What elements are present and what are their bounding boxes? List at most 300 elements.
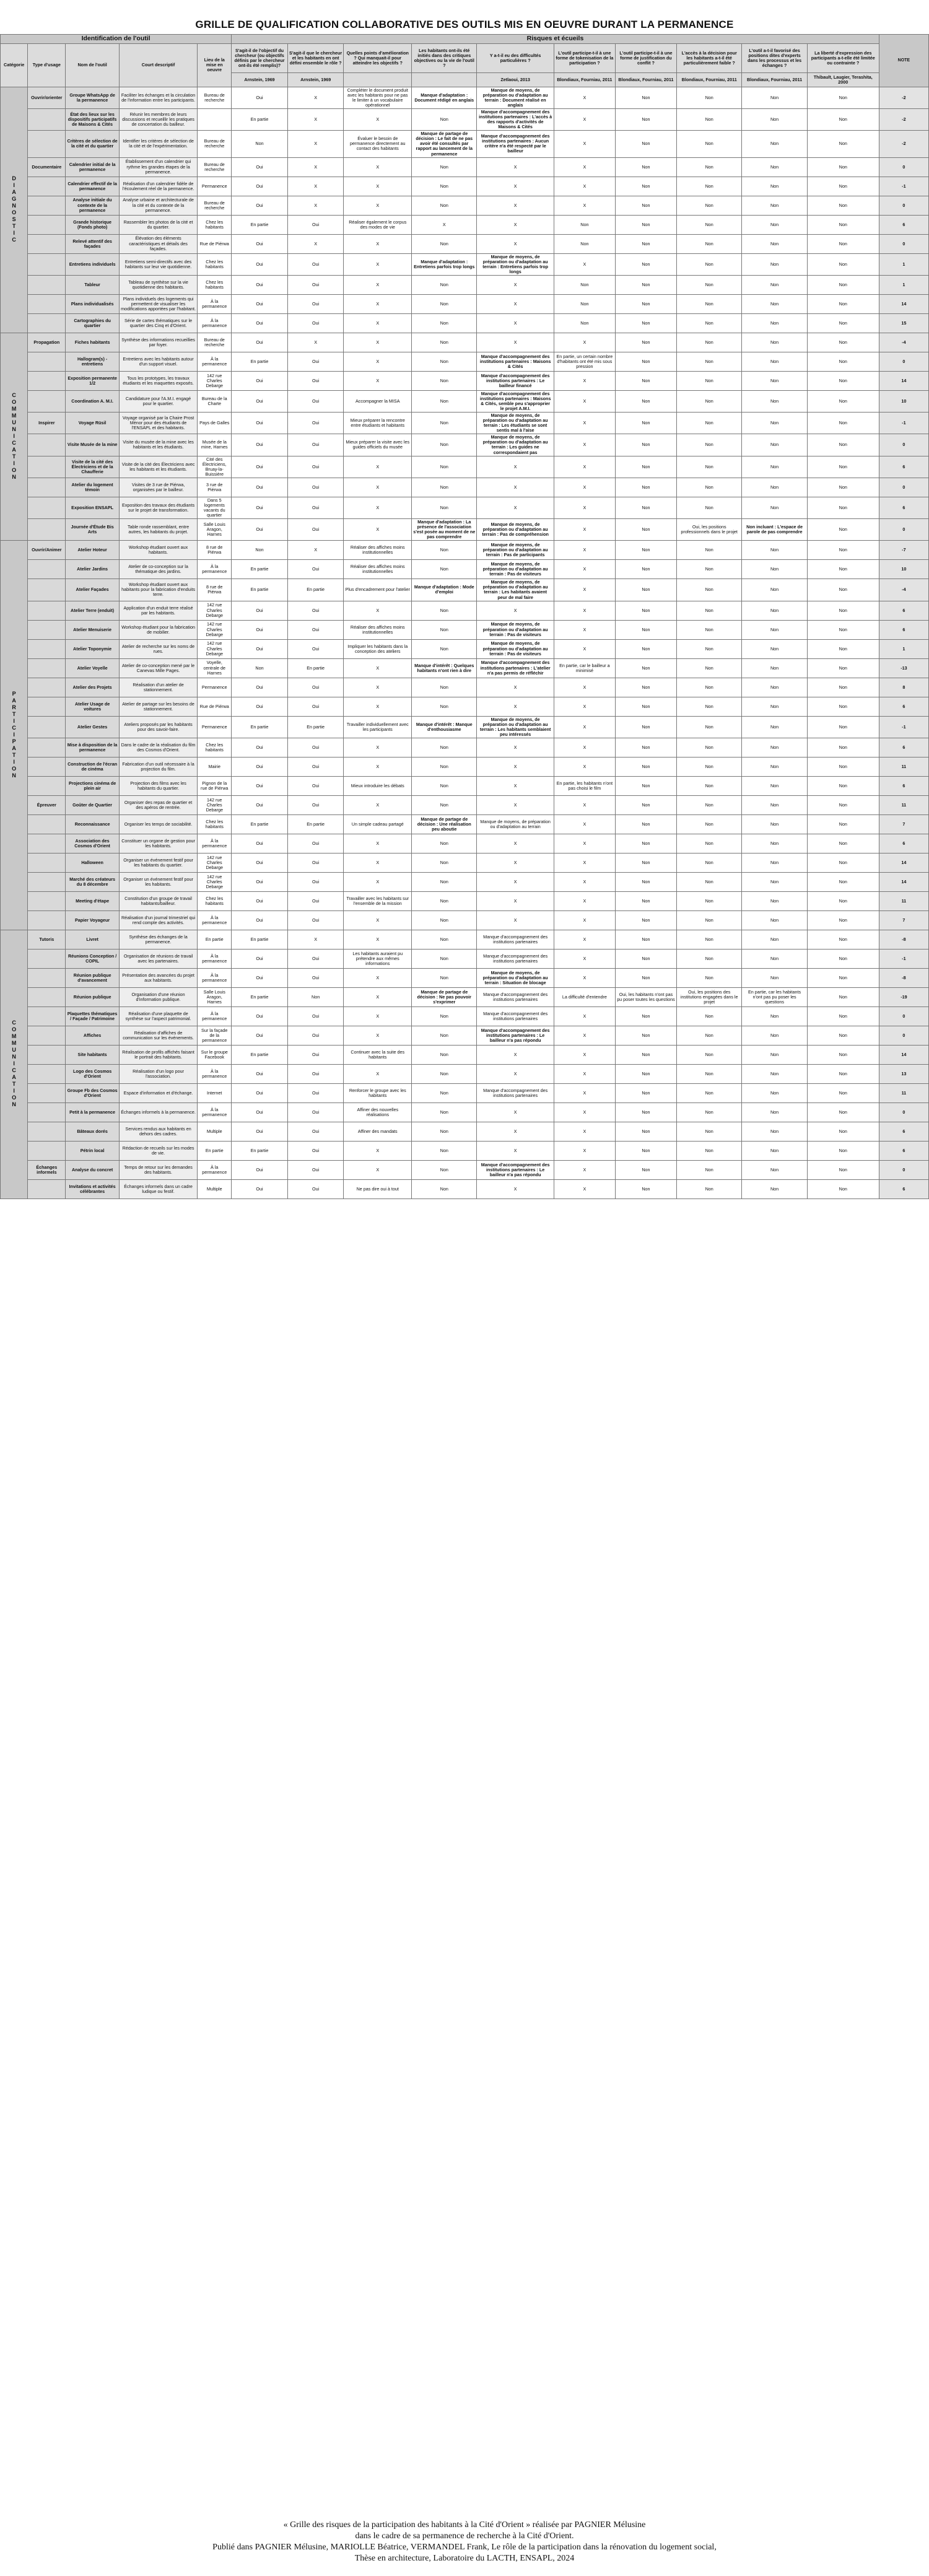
risk-cell: En partie, car le bailleur a minimisé (554, 658, 615, 678)
risk-cell: Non (615, 678, 676, 697)
tool-description-cell: Réalisation d'une plaquette de synthèse sur l'aspect patrimonial. (119, 1006, 197, 1026)
risk-cell: Non (742, 658, 807, 678)
usage-type-cell (28, 834, 66, 853)
usage-type-cell (28, 177, 66, 196)
risk-cell: Non (742, 253, 807, 275)
risk-cell: Compléter le document produit avec les habitants pour ne pas le limiter à un vocabulaire opérationnel (344, 87, 412, 108)
risk-cell: Non (615, 814, 676, 834)
risk-cell: Non (742, 776, 807, 795)
tool-description-cell: Réalisation d'un logo pour l'association. (119, 1064, 197, 1083)
risk-cell: Manque d'accompagnement des institutions partenaires (477, 1083, 554, 1102)
risk-cell: Manque de moyens, de préparation ou d'adaptation au terrain : Les habitants semblaient peu intéressés (477, 716, 554, 738)
tool-place-cell: Rue de Piérwa (198, 697, 232, 716)
usage-type-cell (28, 253, 66, 275)
risk-cell: Oui (287, 601, 344, 620)
risk-cell: Oui (232, 776, 288, 795)
risk-cell: Non (807, 131, 879, 157)
tool-name-cell: Atelier Usage de voitures (66, 697, 119, 716)
risk-cell: Non (742, 390, 807, 412)
risk-cell: Non (676, 109, 741, 131)
risk-cell: X (554, 560, 615, 579)
risk-cell: Manque d'accompagnement des institutions partenaires (477, 930, 554, 949)
risk-cell: Oui (287, 776, 344, 795)
note-cell: 14 (879, 1045, 928, 1064)
risk-cell: X (554, 478, 615, 497)
risk-cell: X (477, 1064, 554, 1083)
risk-cell: Oui (232, 234, 288, 253)
tool-place-cell: 3 rue de Piérwa (198, 478, 232, 497)
risk-cell: Non (554, 294, 615, 313)
risk-cell: Non (412, 313, 477, 333)
risk-cell: X (554, 620, 615, 639)
risk-cell: Non (807, 560, 879, 579)
risk-cell: Non (742, 601, 807, 620)
risk-cell: Oui (287, 1083, 344, 1102)
risk-cell: Oui, les habitants n'ont pas pu poser toutes les questions (615, 987, 676, 1006)
risk-cell: X (554, 390, 615, 412)
risk-cell: Non (676, 1102, 741, 1122)
risk-cell: Non (742, 294, 807, 313)
risk-cell: Non (615, 776, 676, 795)
risk-cell: X (554, 333, 615, 352)
usage-type-cell (28, 456, 66, 478)
tool-name-cell: Halloween (66, 853, 119, 872)
risk-cell: Non (676, 1160, 741, 1179)
risk-cell: Non (676, 294, 741, 313)
risk-cell: Manque d'adaptation : Mode d'emploi (412, 579, 477, 601)
risk-cell: X (554, 697, 615, 716)
risk-cell: Manque d'intérêt : Manque d'enthousiasme (412, 716, 477, 738)
usage-type-cell: Ouvrir/orienter (28, 87, 66, 108)
note-cell: -7 (879, 541, 928, 560)
risk-cell: En partie (287, 579, 344, 601)
risk-cell: En partie (232, 579, 288, 601)
note-cell: 6 (879, 738, 928, 757)
risk-cell: Non (807, 620, 879, 639)
tool-place-cell: À la permanence (198, 294, 232, 313)
risk-cell: X (344, 1141, 412, 1160)
table-row (1, 579, 929, 601)
risk-cell: Non (676, 949, 741, 968)
risk-cell: Oui (232, 910, 288, 930)
risk-cell: X (344, 834, 412, 853)
risk-cell: X (477, 234, 554, 253)
risk-cell: Non (412, 1179, 477, 1198)
risk-cell: Non (554, 275, 615, 294)
risk-cell: Travailler avec les habitants sur l'ensemble de la mission (344, 891, 412, 910)
tool-name-cell: Petit à la permanence (66, 1102, 119, 1122)
tool-place-cell: 142 rue Charles Debarge (198, 601, 232, 620)
note-cell: 6 (879, 215, 928, 234)
tool-name-cell: Analyse initiale du contexte de la permanence (66, 196, 119, 215)
risk-cell: Oui (232, 1006, 288, 1026)
risk-cell: En partie (232, 560, 288, 579)
note-cell: -8 (879, 968, 928, 987)
note-cell: 1 (879, 275, 928, 294)
risk-cell: Non (412, 930, 477, 949)
tool-place-cell: Permanence (198, 716, 232, 738)
risk-cell: En partie, les habitants n'ont pas choisi le film (554, 776, 615, 795)
risk-cell: Oui (287, 1026, 344, 1045)
table-row (1, 413, 929, 434)
risk-cell: X (344, 456, 412, 478)
risk-cell: Non (807, 390, 879, 412)
risk-cell: Non (742, 757, 807, 776)
column-header: Lieu de la mise en oeuvre (198, 43, 232, 87)
table-row (1, 1141, 929, 1160)
risk-cell: Non (412, 352, 477, 371)
usage-type-cell (28, 738, 66, 757)
note-cell: 6 (879, 497, 928, 518)
column-header: Type d'usage (28, 43, 66, 87)
risk-cell: Non (412, 678, 477, 697)
risk-cell: Non (742, 234, 807, 253)
risk-cell: X (477, 1102, 554, 1122)
risk-cell: Non (676, 177, 741, 196)
tool-description-cell: Organiser des repas de quartier et des apéros de rentrée. (119, 795, 197, 814)
category-label: PARTICIPATION (11, 690, 17, 779)
risk-cell: X (344, 757, 412, 776)
risk-cell: X (344, 697, 412, 716)
risk-cell: En partie (232, 814, 288, 834)
risk-cell: Non (807, 434, 879, 456)
tool-name-cell: Tableur (66, 275, 119, 294)
note-cell: 0 (879, 1160, 928, 1179)
note-cell: 14 (879, 371, 928, 390)
category-cell (1, 541, 28, 930)
table-row (1, 275, 929, 294)
risk-cell: Non (412, 1026, 477, 1045)
risk-cell: Non (742, 157, 807, 177)
table-row (1, 757, 929, 776)
note-cell: 0 (879, 157, 928, 177)
table-row (1, 434, 929, 456)
tool-place-cell: Dans 5 logements vacants du quartier (198, 497, 232, 518)
risk-cell: Non (807, 234, 879, 253)
risk-cell: Non (615, 834, 676, 853)
risk-cell: Non (742, 678, 807, 697)
table-row (1, 853, 929, 872)
table-row (1, 1083, 929, 1102)
usage-type-cell (28, 716, 66, 738)
qualification-grid (0, 34, 929, 1199)
risk-cell: Manque de moyens, de préparation ou d'adaptation au terrain : Document réalisé en anglais (477, 87, 554, 108)
risk-cell: Oui (287, 497, 344, 518)
risk-cell: X (554, 910, 615, 930)
risk-cell: X (344, 872, 412, 891)
risk-cell: Non (412, 275, 477, 294)
column-header: La liberté d'expression des participants a-t-elle été limitée ou contrainte ? (807, 43, 879, 72)
note-cell: 6 (879, 1122, 928, 1141)
risk-cell: Non (807, 1083, 879, 1102)
risk-cell: Non (412, 1064, 477, 1083)
risk-cell: Oui (232, 157, 288, 177)
table-row (1, 177, 929, 196)
risk-cell: Non (676, 834, 741, 853)
table-row (1, 196, 929, 215)
tool-name-cell: État des lieux sur les dispositifs participatifs de Maisons & Cités (66, 109, 119, 131)
risk-cell: Non (742, 1064, 807, 1083)
risk-cell: X (554, 579, 615, 601)
risk-cell: Non (742, 333, 807, 352)
risk-cell: Non (412, 390, 477, 412)
risk-cell: Non (676, 131, 741, 157)
usage-type-cell (28, 968, 66, 987)
tool-place-cell: À la permanence (198, 352, 232, 371)
risk-cell: Non (807, 177, 879, 196)
risk-cell: Manque de moyens, de préparation ou d'adaptation au terrain : Les étudiants se sont sentis mal à l'aise (477, 413, 554, 434)
risk-cell: Non (615, 1179, 676, 1198)
risk-cell: Oui (232, 1064, 288, 1083)
risk-cell: Oui (232, 390, 288, 412)
tool-description-cell: Organisation de réunions de travail avec les partenaires. (119, 949, 197, 968)
risk-cell: Non (615, 968, 676, 987)
tool-description-cell: Réalisation d'un journal trimestriel qui rend compte des activités. (119, 910, 197, 930)
risk-cell: X (344, 157, 412, 177)
column-source: Arnstein, 1969 (232, 72, 288, 87)
risk-cell: En partie (232, 930, 288, 949)
tool-place-cell: À la permanence (198, 560, 232, 579)
risk-cell: Manque de moyens, de préparation ou d'adaptation au terrain : Pas de visiteurs (477, 620, 554, 639)
risk-cell: X (344, 497, 412, 518)
usage-type-cell (28, 497, 66, 518)
tool-name-cell: Logo des Cosmos d'Orient (66, 1064, 119, 1083)
risk-cell: Non (676, 196, 741, 215)
risk-cell: X (477, 196, 554, 215)
risk-cell: Oui (287, 1141, 344, 1160)
risk-cell: Non (807, 1179, 879, 1198)
tool-name-cell: Papier Voyageur (66, 910, 119, 930)
risk-cell: Réaliser des affiches moins institutionnelles (344, 620, 412, 639)
tool-name-cell: Reconnaissance (66, 814, 119, 834)
note-cell: 14 (879, 853, 928, 872)
risk-cell: Non (742, 371, 807, 390)
tool-name-cell: Visite de la cité des Électriciens et de la Chaufferie (66, 456, 119, 478)
caption-line: dans le cadre de sa permanence de recherche à la Cité d'Orient. (355, 2531, 574, 2541)
usage-type-cell (28, 1141, 66, 1160)
risk-cell: Non (412, 333, 477, 352)
risk-cell: Non (615, 275, 676, 294)
tool-place-cell: 142 rue Charles Debarge (198, 371, 232, 390)
note-cell: 11 (879, 1083, 928, 1102)
risk-cell: Non (676, 371, 741, 390)
risk-cell: Non (807, 478, 879, 497)
usage-type-cell (28, 891, 66, 910)
risk-cell: En partie (232, 987, 288, 1006)
table-row (1, 541, 929, 560)
risk-cell: Oui (232, 196, 288, 215)
risk-cell: X (477, 294, 554, 313)
risk-cell: Manque d'accompagnement des institutions partenaires : Maisons & Cités (477, 352, 554, 371)
caption-line: « Grille des risques de la participation des habitants à la Cité d'Orient » réalisée par PAGNIER Mélusine (283, 2520, 646, 2530)
risk-cell: Manque d'accompagnement des institutions partenaires : Le bailleur n'a pas répondu (477, 1026, 554, 1045)
table-row (1, 131, 929, 157)
column-source: Thibault, Laugier, Terashita, 2000 (807, 72, 879, 87)
risk-cell: Oui (232, 497, 288, 518)
usage-type-cell (28, 1179, 66, 1198)
note-cell: 6 (879, 620, 928, 639)
tool-place-cell: Chez les habitants (198, 275, 232, 294)
risk-cell: X (477, 478, 554, 497)
risk-cell: Oui (287, 253, 344, 275)
tool-place-cell: Chez les habitants (198, 814, 232, 834)
risk-cell: Non (615, 949, 676, 968)
risk-cell: Non (412, 738, 477, 757)
risk-cell: Non (676, 1122, 741, 1141)
note-cell: 0 (879, 352, 928, 371)
risk-cell: Non (742, 697, 807, 716)
risk-cell: Non (615, 413, 676, 434)
risk-cell: Réaliser également le corpus des modes de vie (344, 215, 412, 234)
note-cell: 14 (879, 294, 928, 313)
risk-cell: Manque de moyens, de préparation ou d'adaptation au terrain : Situation de blocage (477, 968, 554, 987)
risk-cell: X (477, 834, 554, 853)
risk-cell: Manque d'adaptation : La présence de l'association s'est posée au moment de ne pas comprendre (412, 519, 477, 541)
tool-description-cell: Constitution d'un groupe de travail habitants/bailleur. (119, 891, 197, 910)
risk-cell: Non (807, 738, 879, 757)
risk-cell: Oui (287, 1179, 344, 1198)
tool-place-cell: Bureau de recherche (198, 196, 232, 215)
tool-description-cell: Identifier les critères de sélection de la cité et de l'expérimentation. (119, 131, 197, 157)
risk-cell: Non (615, 87, 676, 108)
tool-name-cell: Analyse du concret (66, 1160, 119, 1179)
tool-place-cell: Cité des Électriciens, Bruay-la-Buissière (198, 456, 232, 478)
table-row (1, 313, 929, 333)
tool-description-cell: Workshop étudiant ouvert aux habitants pour la fabrication d'enduits terre. (119, 579, 197, 601)
risk-cell: Oui (287, 434, 344, 456)
risk-cell: Non (412, 776, 477, 795)
risk-cell: Non (676, 1141, 741, 1160)
tool-description-cell: Exposition des travaux des étudiants sur le projet de transformation. (119, 497, 197, 518)
risk-cell: En partie (232, 215, 288, 234)
usage-type-cell (28, 390, 66, 412)
risk-cell: Non (742, 1160, 807, 1179)
risk-cell: Manque de moyens, de préparation ou d'adaptation au terrain : Les guides ne correspondaient pas (477, 434, 554, 456)
table-row (1, 658, 929, 678)
risk-cell: Non (742, 795, 807, 814)
tool-place-cell: Chez les habitants (198, 738, 232, 757)
risk-cell: Non (615, 519, 676, 541)
risk-cell: X (344, 678, 412, 697)
usage-type-cell (28, 872, 66, 891)
risk-cell: Oui (232, 253, 288, 275)
column-header: L'outil participe-t-il à une forme de justification du conflit ? (615, 43, 676, 72)
risk-cell: Non (412, 757, 477, 776)
risk-cell: Non (615, 390, 676, 412)
table-row (1, 716, 929, 738)
tool-description-cell: Organisation d'une réunion d'information publique. (119, 987, 197, 1006)
risk-cell: Non (676, 1006, 741, 1026)
risk-cell: En partie (287, 814, 344, 834)
tool-name-cell: Calendrier effectif de la permanence (66, 177, 119, 196)
column-header: L'outil a-t-il favorisé des positions dites d'experts dans les processus et les échanges ? (742, 43, 807, 72)
risk-cell: Oui (287, 413, 344, 434)
risk-cell: X (344, 234, 412, 253)
tool-place-cell: Chez les habitants (198, 215, 232, 234)
risk-cell: Non (807, 253, 879, 275)
risk-cell: Continuer avec la suite des habitants (344, 1045, 412, 1064)
risk-cell: Non (676, 560, 741, 579)
risk-cell: X (477, 157, 554, 177)
risk-cell: X (554, 157, 615, 177)
risk-cell: Oui, les positions professionnels dans le projet (676, 519, 741, 541)
tool-description-cell: Réalisation d'un calendrier fidèle de l'écoulement réel de la permanence. (119, 177, 197, 196)
tool-description-cell: Visite de la cité des Électriciens avec les habitants et les étudiants. (119, 456, 197, 478)
risk-cell: Oui (232, 294, 288, 313)
risk-cell: Non (232, 658, 288, 678)
table-row (1, 968, 929, 987)
risk-cell: Non (807, 910, 879, 930)
note-cell: 1 (879, 639, 928, 658)
risk-cell: La difficulté d'entendre (554, 987, 615, 1006)
tool-place-cell: Multiple (198, 1179, 232, 1198)
risk-cell: Non (412, 177, 477, 196)
note-cell: 0 (879, 1006, 928, 1026)
tool-name-cell: Relevé attentif des façades (66, 234, 119, 253)
risk-cell: Non (742, 949, 807, 968)
risk-cell: X (554, 109, 615, 131)
risk-cell: Non (742, 1122, 807, 1141)
tool-name-cell: Atelier Terre (enduit) (66, 601, 119, 620)
risk-cell: Oui (232, 1026, 288, 1045)
tool-description-cell: Workshop étudiant ouvert aux habitants. (119, 541, 197, 560)
risk-cell: Non (615, 234, 676, 253)
note-cell: 14 (879, 872, 928, 891)
risk-cell: X (554, 1102, 615, 1122)
risk-cell: Manque de partage de décision : Une réalisation peu aboutie (412, 814, 477, 834)
risk-cell: Non (742, 1083, 807, 1102)
usage-type-cell (28, 949, 66, 968)
risk-cell: Oui (287, 853, 344, 872)
risk-cell: Non (615, 738, 676, 757)
risk-cell: Non (742, 131, 807, 157)
risk-cell: Non (615, 1122, 676, 1141)
tool-description-cell: Synthèse des informations recueillies par foyer. (119, 333, 197, 352)
risk-cell: Non (807, 853, 879, 872)
tool-place-cell: Rue de Piérwa (198, 234, 232, 253)
note-cell: -2 (879, 131, 928, 157)
table-row (1, 620, 929, 639)
tool-description-cell: Workshop étudiant pour la fabrication de mobilier. (119, 620, 197, 639)
tool-place-cell: 142 rue Charles Debarge (198, 795, 232, 814)
tool-place-cell: 8 rue de Piérwa (198, 579, 232, 601)
tool-description-cell: Réunir les membres de leurs discussions et recueillir les pratiques de concertation du bailleur. (119, 109, 197, 131)
risk-cell: Non (412, 620, 477, 639)
risk-cell: Non (676, 620, 741, 639)
risk-cell: X (344, 910, 412, 930)
tool-description-cell: Application d'un enduit terre réalisé par les habitants. (119, 601, 197, 620)
risk-cell: Non (807, 541, 879, 560)
risk-cell: Manque de moyens, de préparation ou d'adaptation au terrain : Pas de visiteurs (477, 639, 554, 658)
column-header: Nom de l'outil (66, 43, 119, 87)
risk-cell: X (477, 795, 554, 814)
risk-cell: Non (676, 930, 741, 949)
tool-name-cell: Atelier Façades (66, 579, 119, 601)
risk-cell: Non (676, 814, 741, 834)
risk-cell: Oui (232, 413, 288, 434)
risk-cell: Oui (232, 891, 288, 910)
risk-cell: X (344, 930, 412, 949)
risk-cell: Non (807, 872, 879, 891)
risk-cell: Non (676, 1026, 741, 1045)
risk-cell: X (344, 601, 412, 620)
table-row (1, 678, 929, 697)
tool-description-cell: Élévation des éléments caractéristiques et détails des façades. (119, 234, 197, 253)
risk-cell: X (344, 177, 412, 196)
tool-place-cell: Bureau de recherche (198, 87, 232, 108)
risk-cell: Manque de moyens, de préparation ou d'adaptation au terrain : Entretiens parfois trop longs (477, 253, 554, 275)
risk-cell: X (344, 519, 412, 541)
